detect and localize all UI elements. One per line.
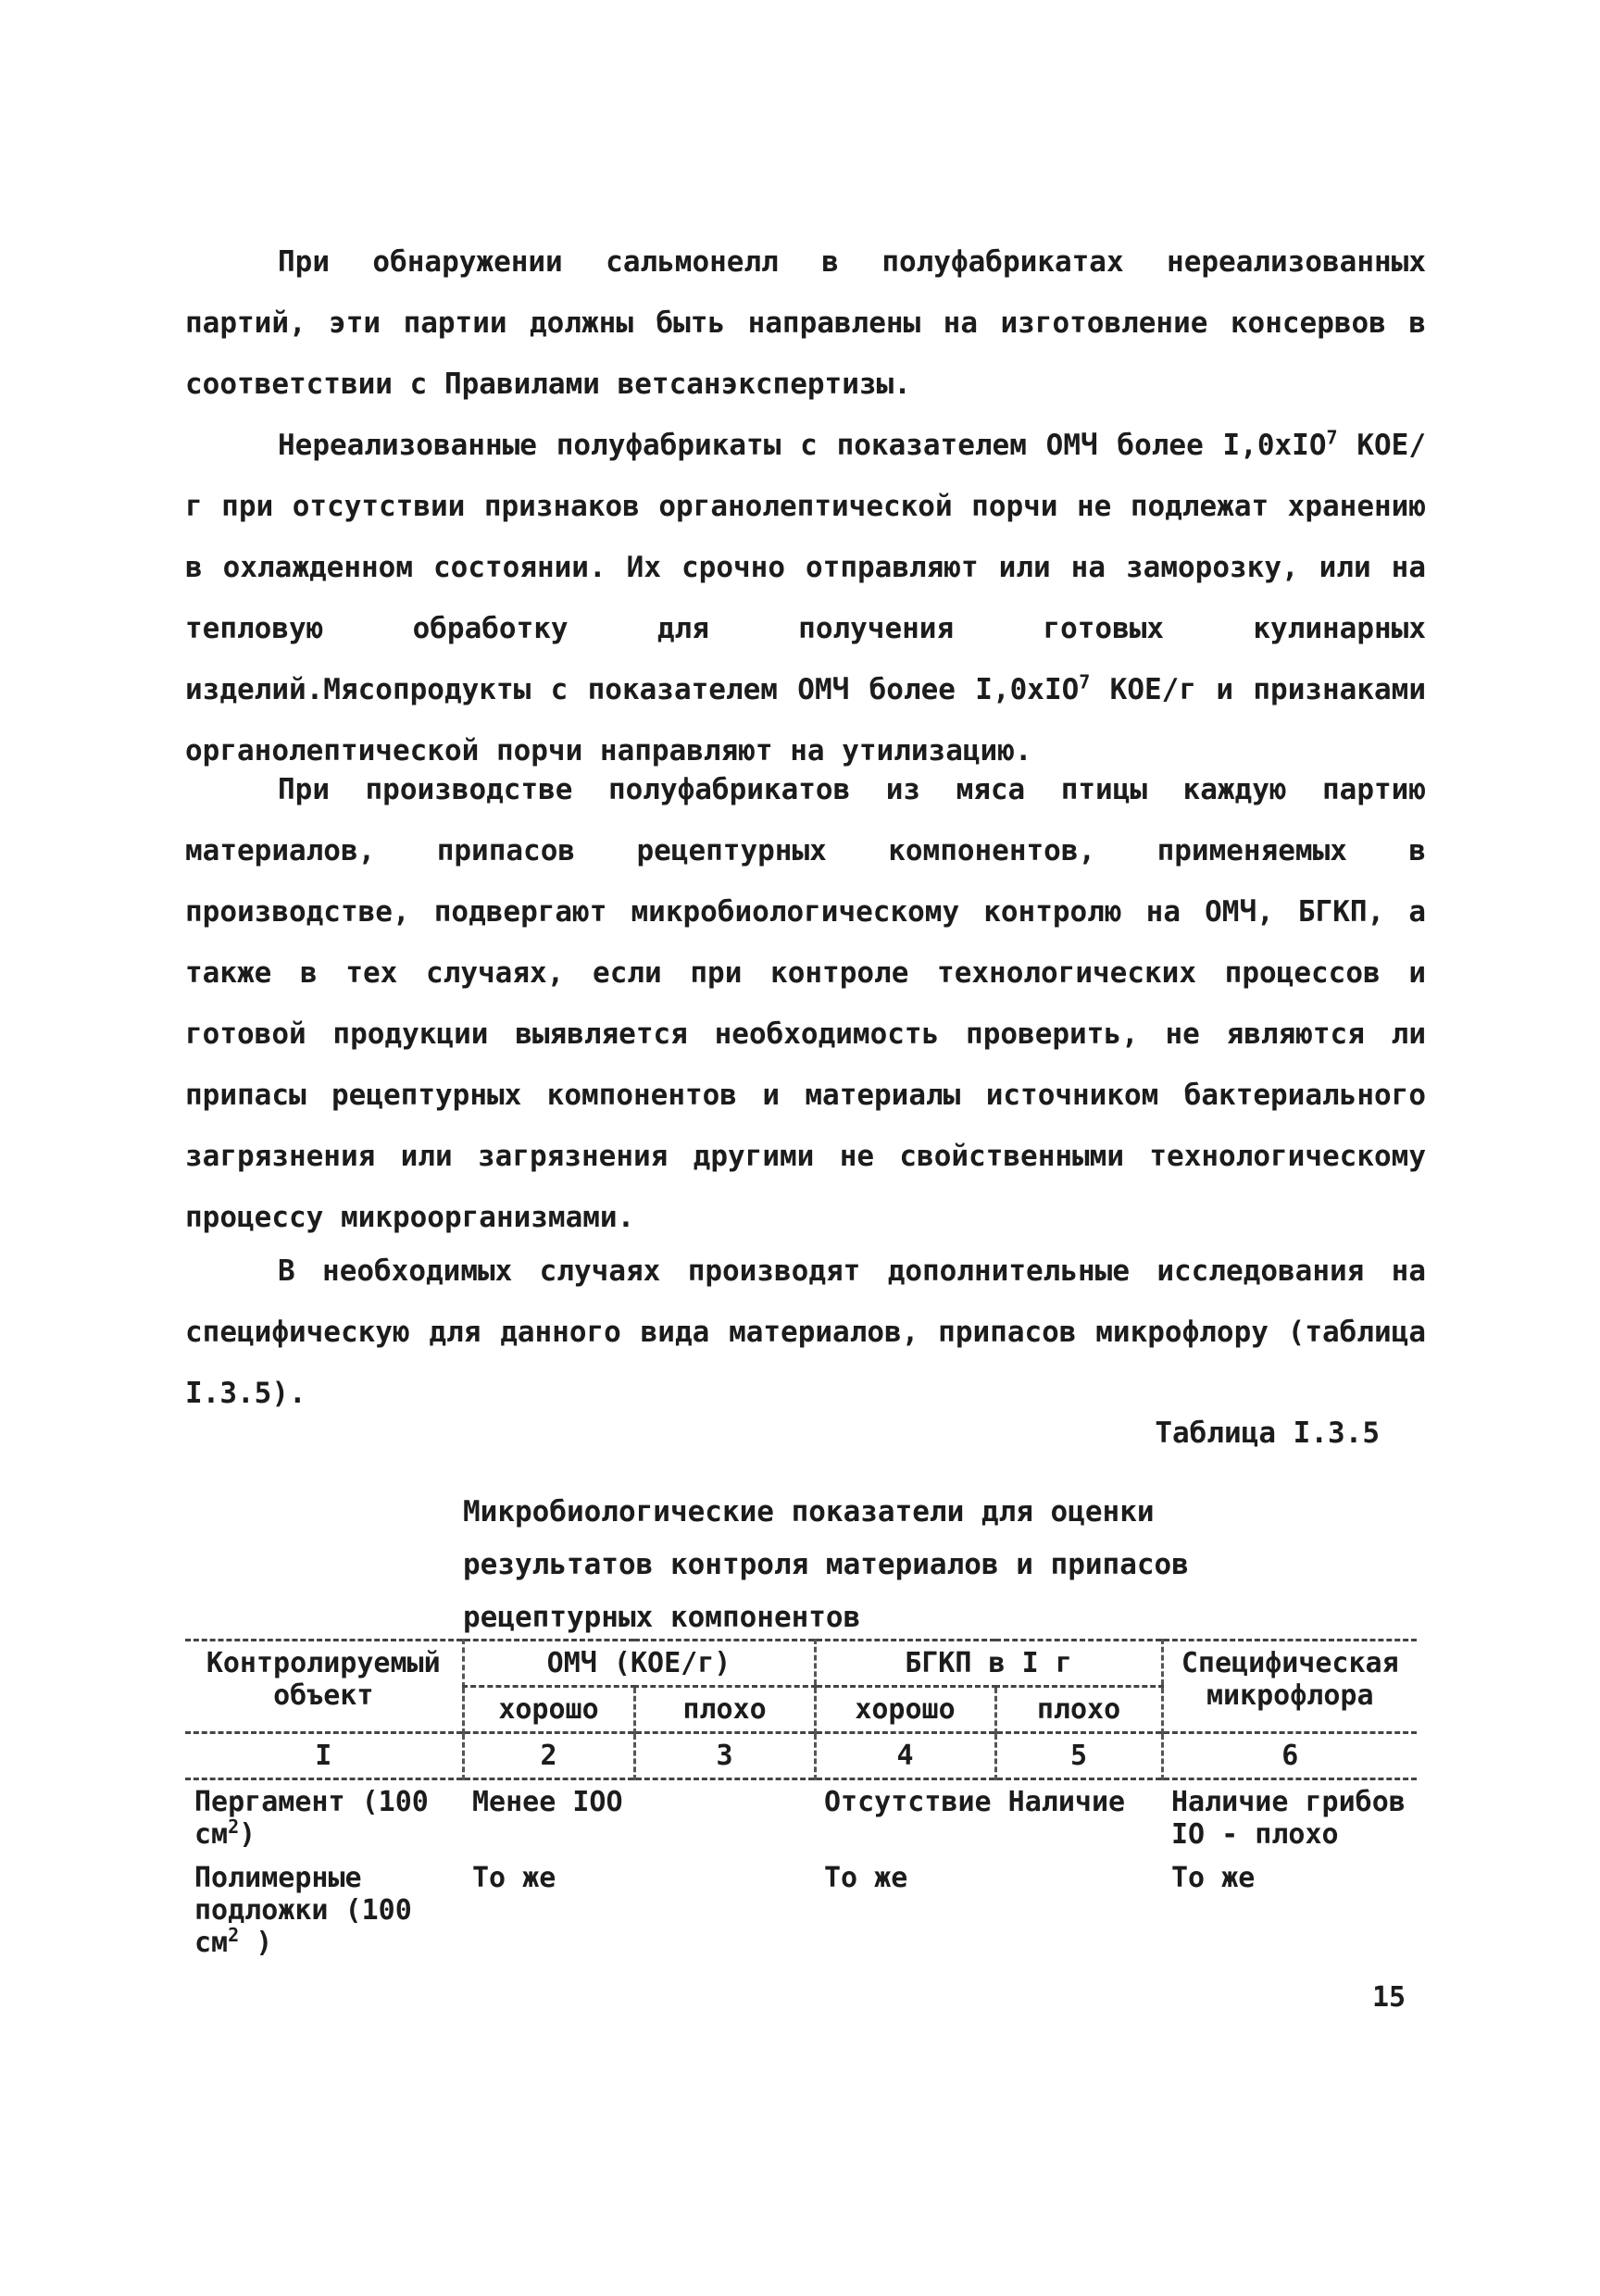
column-number: 4 xyxy=(815,1733,995,1779)
microbiology-table xyxy=(185,1639,1417,1965)
column-number: 5 xyxy=(995,1733,1162,1779)
paragraph-additional-research xyxy=(185,1241,1426,1424)
paragraph-salmonella xyxy=(185,231,1426,415)
table-caption: Микробиологические показатели для оценки результатов контроля материалов и припасов рецептурных компонентов xyxy=(463,1495,1189,1634)
paragraph-text: При производстве полуфабрикатов из мяса птицы каждую партию материалов, припасов рецептурных компонентов, применяемых в производстве, подвергают микробиологическому контролю на ОМЧ, БГКП, а также в тех случаях, если при контроле технологических процессов и готовой продукции выявляется необходимость проверить, не являются ли припасы рецептурных компонентов и материалы источником бактериального загрязнения или загрязнения другими не свойственными технологическому процессу микроорганизмами. xyxy=(185,773,1426,1234)
column-number: 6 xyxy=(1162,1733,1417,1779)
header-omch: ОМЧ (КОЕ/г) xyxy=(463,1641,815,1687)
column-number: 2 xyxy=(463,1733,634,1779)
row-bgkp: То же xyxy=(824,1862,908,1894)
table-row xyxy=(185,1779,1417,1857)
header-good-bgkp: хорошо xyxy=(815,1687,995,1733)
row-omch-good: Менее IOO xyxy=(472,1786,623,1818)
row-omch-good: То же xyxy=(472,1862,556,1894)
table-label: Таблица I.3.5 xyxy=(1155,1416,1380,1450)
row-specific: Наличие грибов IO - плохо xyxy=(1171,1786,1406,1851)
paragraph-production-control xyxy=(185,759,1426,1248)
header-object: Контролируемый объект xyxy=(206,1647,441,1712)
row-object: Пергамент (100 $см^2$) xyxy=(194,1786,429,1851)
table-header-row xyxy=(185,1641,1417,1687)
column-number: 3 xyxy=(634,1733,815,1779)
header-specific: Специфическая микрофлора xyxy=(1162,1641,1417,1733)
page-number: 15 xyxy=(1372,1981,1406,2014)
column-number-row xyxy=(185,1733,1417,1779)
header-bad-bgkp: плохо xyxy=(995,1687,1162,1733)
paragraph-unsold-semiproducts xyxy=(185,415,1426,781)
row-object: Полимерные подложки (100 $см^2$ ) xyxy=(194,1862,412,1959)
header-good-omch: хорошо xyxy=(463,1687,634,1733)
header-bgkp: БГКП в I г xyxy=(815,1641,1162,1687)
paragraph-text: В необходимых случаях производят дополнительные исследования на специфическую для данного вида материалов, припасов микрофлору (таблица I.3.5). xyxy=(185,1254,1426,1410)
column-number: I xyxy=(315,1740,332,1772)
paragraph-text: Нереализованные полуфабрикаты с показателем ОМЧ более I,0xIO$^7$ КОЕ/г при отсутствии признаков органолептической порчи не подлежат хранению в охлажденном состоянии. Их срочно отправляют или на заморозку, или на тепловую обработку для получения готовых кулинарных изделий.Мясопродукты с показателем ОМЧ более I,0xIO$^7$ КОЕ/г и признаками органолептической порчи направляют на утилизацию. xyxy=(185,426,1426,767)
paragraph-text: При обнаружении сальмонелл в полуфабрикатах нереализованных партий, эти партии должны быть направлены на изготовление консервов в соответствии с Правилами ветсанэкспертизы. xyxy=(185,245,1426,401)
row-bgkp: Отсутствие Наличие xyxy=(824,1786,1126,1818)
table-row xyxy=(185,1856,1417,1965)
row-specific: То же xyxy=(1171,1862,1256,1894)
header-bad-omch: плохо xyxy=(634,1687,815,1733)
